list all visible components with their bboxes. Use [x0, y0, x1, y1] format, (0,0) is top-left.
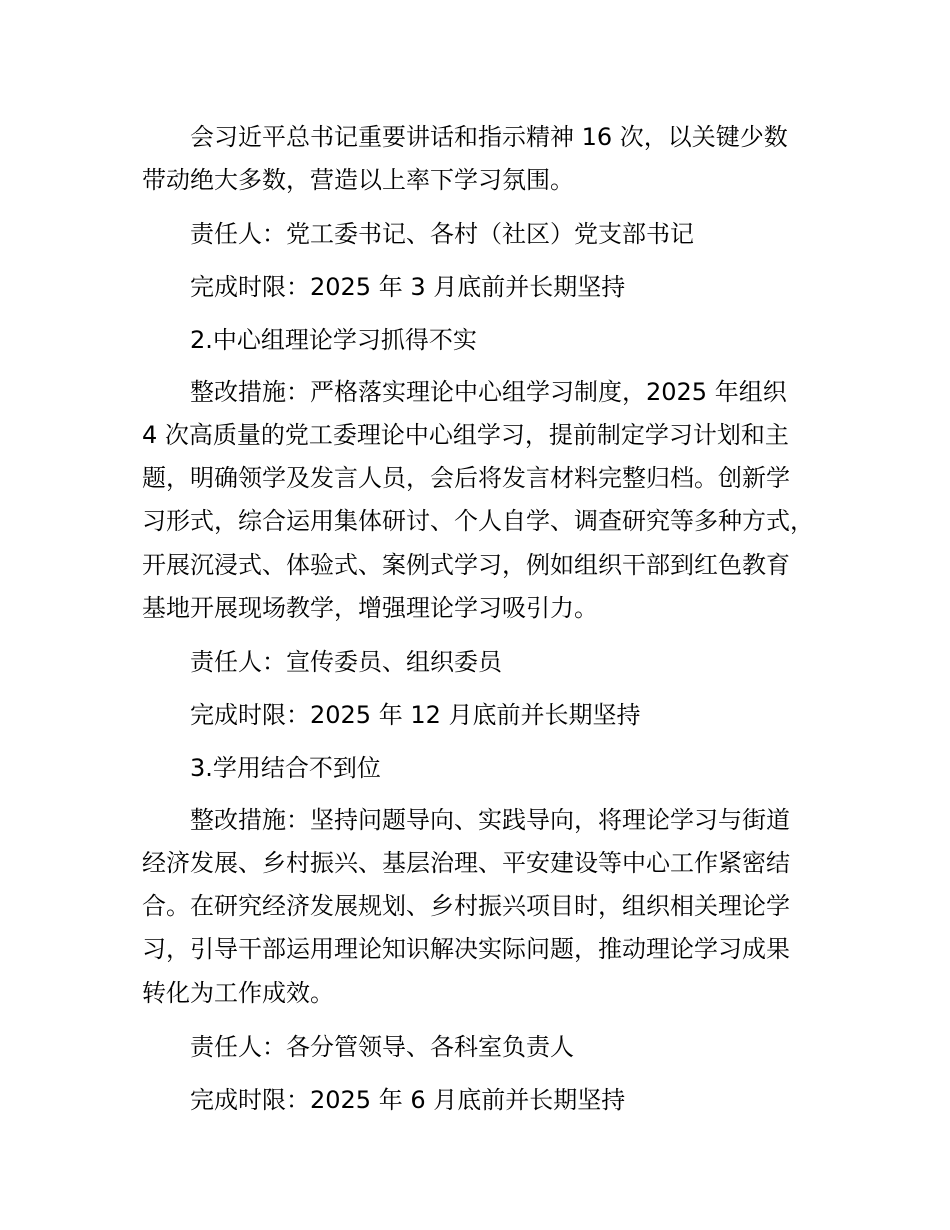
- body-text-line: 题，明确领学及发言人员，会后将发言材料完整归档。创新学: [142, 464, 790, 492]
- body-text-line: 会习近平总书记重要讲话和指示精神 16 次，以关键少数: [190, 123, 788, 151]
- responsible-person-line: 责任人：党工委书记、各村（社区）党支部书记: [190, 220, 694, 248]
- body-text-line: 基地开展现场教学，增强理论学习吸引力。: [142, 594, 598, 622]
- section-heading: 3.学用结合不到位: [190, 754, 381, 782]
- body-text-line: 经济发展、乡村振兴、基层治理、平安建设等中心工作紧密结: [142, 849, 790, 877]
- measures-line: 整改措施：严格落实理论中心组学习制度，2025 年组织: [190, 378, 787, 406]
- body-text-line: 合。在研究经济发展规划、乡村振兴项目时，组织相关理论学: [142, 892, 790, 920]
- responsible-person-line: 责任人：宣传委员、组织委员: [190, 648, 502, 676]
- body-text-line: 开展沉浸式、体验式、案例式学习，例如组织干部到红色教育: [142, 551, 790, 579]
- responsible-person-line: 责任人：各分管领导、各科室负责人: [190, 1033, 574, 1061]
- body-text-line: 带动绝大多数，营造以上率下学习氛围。: [142, 166, 574, 194]
- body-text-line: 转化为工作成效。: [142, 979, 334, 1007]
- deadline-line: 完成时限：2025 年 6 月底前并长期坚持: [190, 1086, 626, 1114]
- body-text-line: 4 次高质量的党工委理论中心组学习，提前制定学习计划和主: [142, 421, 789, 449]
- body-text-line: 习，引导干部运用理论知识解决实际问题，推动理论学习成果: [142, 935, 790, 963]
- body-text-line: 习形式，综合运用集体研讨、个人自学、调查研究等多种方式，: [142, 507, 814, 535]
- section-heading: 2.中心组理论学习抓得不实: [190, 326, 477, 354]
- deadline-line: 完成时限：2025 年 3 月底前并长期坚持: [190, 273, 626, 301]
- measures-line: 整改措施：坚持问题导向、实践导向，将理论学习与街道: [190, 806, 790, 834]
- deadline-line: 完成时限：2025 年 12 月底前并长期坚持: [190, 701, 641, 729]
